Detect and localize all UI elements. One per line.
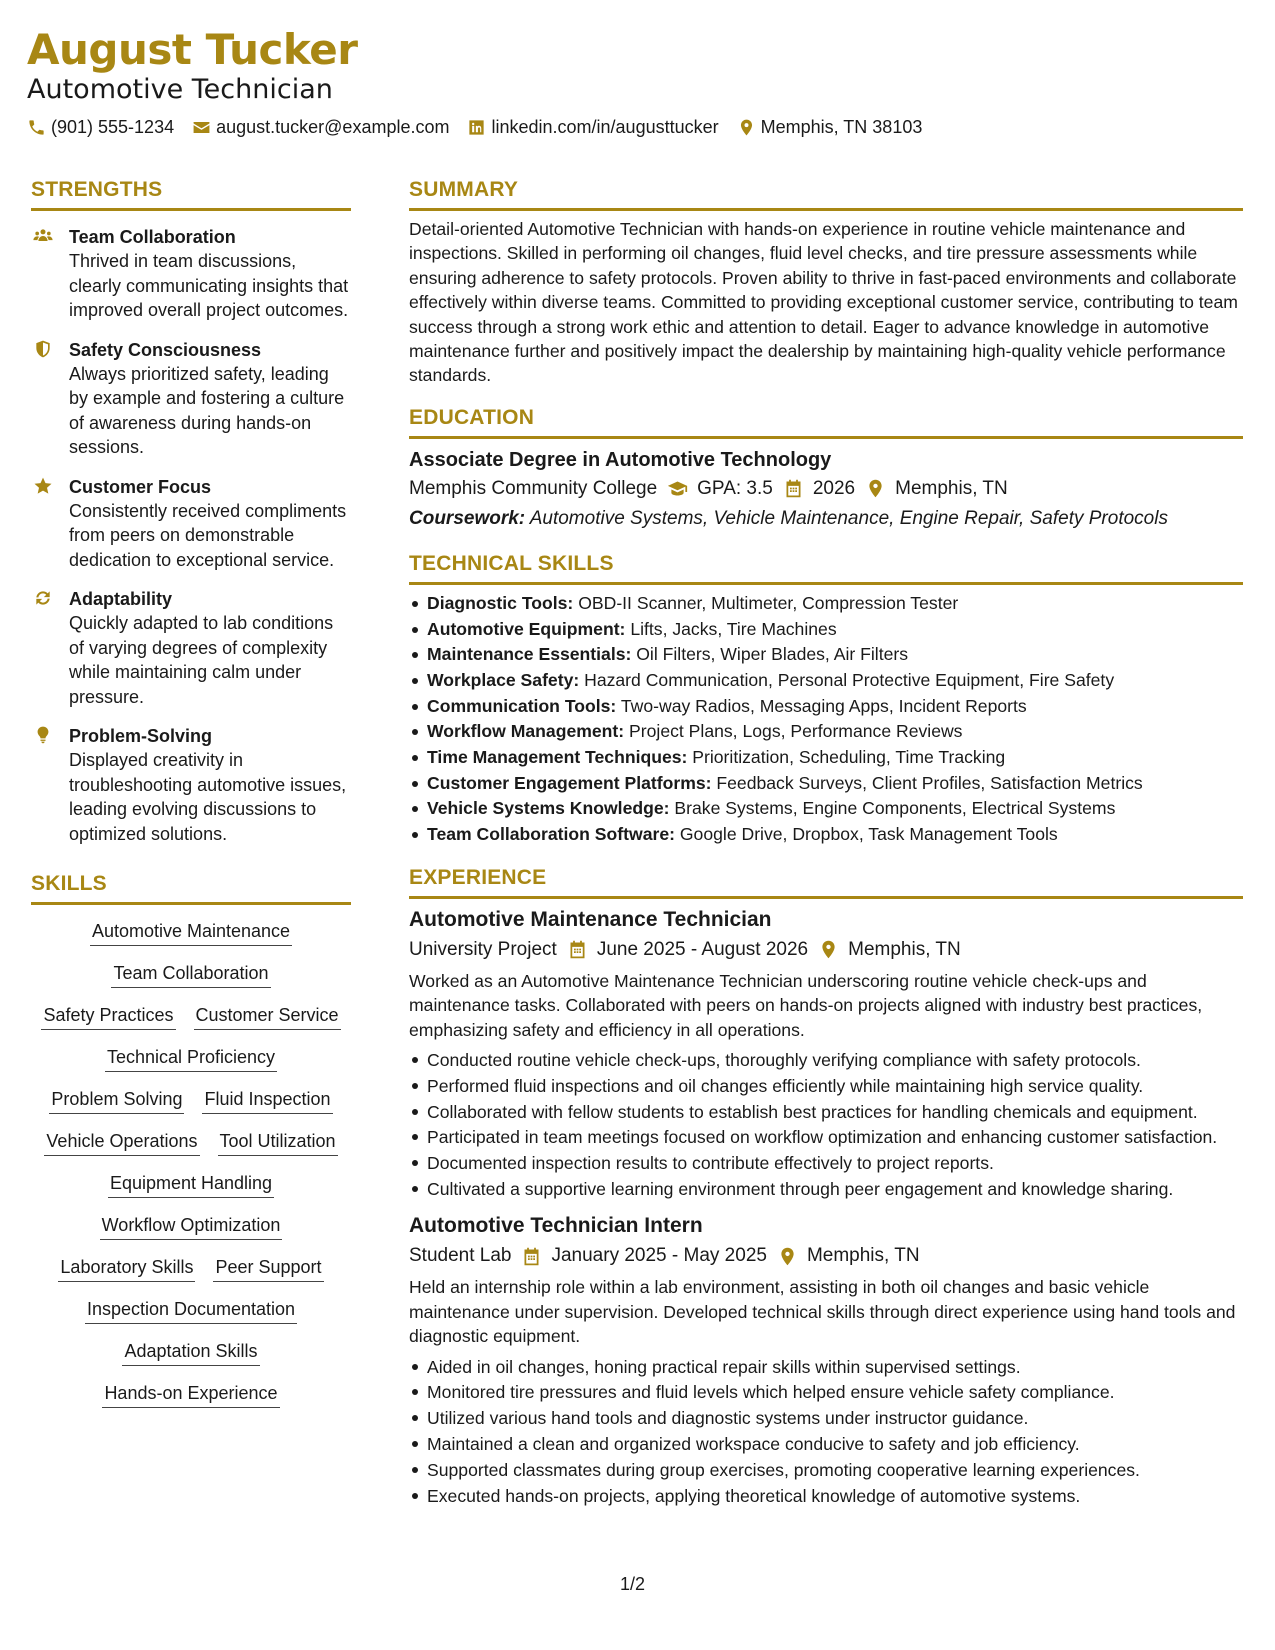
skill-category: Team Collaboration Software: — [427, 824, 675, 845]
education-meta — [409, 474, 1243, 504]
skill-tag: Hands-on Experience — [102, 1381, 279, 1408]
list-item — [409, 771, 1243, 797]
skill-category: Customer Engagement Platforms: — [427, 772, 712, 793]
strengths-list — [31, 225, 351, 846]
list-item — [409, 796, 1243, 822]
right-column — [409, 176, 1243, 1509]
skill-tag: Inspection Documentation — [85, 1297, 297, 1324]
skill-values: Project Plans, Logs, Performance Reviews — [629, 721, 963, 742]
calendar-icon — [521, 1246, 542, 1267]
job-location: Memphis, TN — [806, 1245, 920, 1267]
list-item — [409, 745, 1243, 771]
list-item: Utilized various hand tools and diagnostic systems under instructor guidance. — [409, 1406, 1243, 1430]
skill-values: Hazard Communication, Personal Protective Equipment, Fire Safety — [584, 669, 1115, 690]
education-heading: EDUCATION — [409, 404, 1243, 439]
skill-category: Vehicle Systems Knowledge: — [427, 798, 670, 819]
list-item — [409, 617, 1243, 643]
list-item: Cultivated a supportive learning environment through peer engagement and knowledge sharing. — [409, 1177, 1243, 1201]
strength-name: Safety Consciousness — [69, 339, 262, 360]
strengths-heading: STRENGTHS — [31, 176, 351, 211]
skill-values: Lifts, Jacks, Tire Machines — [630, 618, 837, 639]
list-item: Conducted routine vehicle check-ups, thoroughly verifying compliance with safety protocols. — [409, 1048, 1243, 1072]
skill-values: OBD-II Scanner, Multimeter, Compression Tester — [578, 592, 959, 613]
contact-linkedin[interactable] — [467, 117, 718, 138]
skill-tag: Peer Support — [213, 1255, 323, 1282]
experience-heading: EXPERIENCE — [409, 864, 1243, 899]
job-org: Student Lab — [409, 1245, 512, 1267]
graduation-year: 2026 — [812, 477, 856, 499]
skill-values: Brake Systems, Engine Components, Electrical Systems — [674, 798, 1116, 819]
job-meta — [409, 935, 1243, 965]
skill-category: Maintenance Essentials: — [427, 644, 632, 665]
job-entry — [409, 905, 1243, 1202]
list-item — [409, 668, 1243, 694]
skill-tag: Tool Utilization — [218, 1129, 338, 1156]
gpa-text: GPA: 3.5 — [697, 477, 773, 499]
graduation-cap-icon — [667, 478, 688, 499]
users-icon — [33, 226, 53, 246]
skill-category: Automotive Equipment: — [427, 618, 626, 639]
job-dates: June 2025 - August 2026 — [596, 938, 809, 960]
strength-item — [31, 587, 351, 709]
list-item: Aided in oil changes, honing practical repair skills within supervised settings. — [409, 1355, 1243, 1379]
strength-name: Problem-Solving — [69, 726, 213, 746]
list-item — [409, 719, 1243, 745]
list-item: Collaborated with fellow students to establish best practices for handling chemicals and equipment. — [409, 1100, 1243, 1124]
list-item: Supported classmates during group exercises, promoting cooperative learning experiences. — [409, 1458, 1243, 1482]
strength-desc: Quickly adapted to lab conditions of varying degrees of complexity while maintaining calm under pressure. — [69, 613, 334, 707]
job-bullets — [409, 1048, 1243, 1201]
coursework-label: Coursework: — [409, 507, 526, 529]
strength-desc: Always prioritized safety, leading by example and fostering a culture of awareness during hands-on sessions. — [69, 363, 345, 457]
list-item: Monitored tire pressures and fluid levels which helped ensure vehicle safety compliance. — [409, 1380, 1243, 1404]
skill-values: Oil Filters, Wiper Blades, Air Filters — [636, 644, 909, 665]
page-number: 1/2 — [620, 1574, 646, 1594]
skill-values: Two-way Radios, Messaging Apps, Incident Reports — [620, 695, 1027, 716]
linkedin-icon — [467, 118, 486, 137]
strength-item — [31, 338, 351, 460]
lightbulb-icon — [33, 725, 53, 745]
strength-name: Customer Focus — [69, 476, 212, 497]
sync-icon — [33, 588, 53, 608]
list-item — [409, 642, 1243, 668]
school-name: Memphis Community College — [409, 477, 658, 499]
list-item: Performed fluid inspections and oil changes efficiently while maintaining high service quality. — [409, 1074, 1243, 1098]
skill-tags — [31, 919, 351, 1408]
skill-category: Workplace Safety: — [427, 669, 580, 690]
skill-tag: Fluid Inspection — [202, 1087, 332, 1114]
star-icon — [33, 476, 53, 496]
skill-tag: Vehicle Operations — [44, 1129, 199, 1156]
skill-tag: Team Collaboration — [111, 961, 270, 988]
skill-values: Google Drive, Dropbox, Task Management Tools — [679, 824, 1058, 845]
candidate-name: August Tucker — [27, 25, 358, 74]
email-text: august.tucker@example.com — [216, 117, 450, 137]
summary-heading: SUMMARY — [409, 176, 1243, 211]
technical-skills-list — [409, 591, 1243, 848]
skill-tag: Safety Practices — [41, 1003, 175, 1030]
skill-category: Communication Tools: — [427, 695, 617, 716]
contact-bar — [27, 117, 1247, 138]
job-role: Automotive Technician Intern — [409, 1214, 703, 1238]
map-pin-icon — [865, 478, 886, 499]
left-column — [31, 176, 351, 1408]
strength-item — [31, 475, 351, 573]
phone-text: (901) 555-1234 — [51, 117, 175, 137]
map-pin-icon — [737, 118, 756, 137]
strength-desc: Displayed creativity in troubleshooting automotive issues, leading evolving discussions to optimized solutions. — [69, 750, 347, 844]
skill-tag: Automotive Maintenance — [90, 919, 292, 946]
linkedin-text: linkedin.com/in/augusttucker — [491, 117, 719, 137]
coursework — [409, 504, 1243, 534]
skill-category: Workflow Management: — [427, 721, 625, 742]
map-pin-icon — [818, 939, 839, 960]
job-description: Held an internship role within a lab environment, assisting in both oil changes and basic vehicle maintenance under supervision. Developed technical skills through direct experience using hand tools and diagnostic equipment. — [409, 1277, 1236, 1347]
phone-icon — [27, 118, 46, 137]
job-org: University Project — [409, 938, 557, 960]
skill-tag: Customer Service — [194, 1003, 341, 1030]
strength-item — [31, 225, 351, 323]
strength-desc: Consistently received compliments from peers on demonstrable dedication to exceptional service. — [69, 500, 347, 570]
envelope-icon — [192, 118, 211, 137]
strength-name: Adaptability — [69, 589, 173, 609]
skill-tag: Equipment Handling — [108, 1171, 274, 1198]
skills-heading: SKILLS — [31, 870, 351, 905]
contact-location — [737, 117, 923, 138]
calendar-icon — [783, 478, 804, 499]
job-bullets — [409, 1355, 1243, 1508]
job-description: Worked as an Automotive Maintenance Technician underscoring routine vehicle check-ups and maintenance tasks. Collaborated with peers on hands-on projects aligned with industry best practices, emphasizing safety and efficiency in all operations. — [409, 970, 1203, 1040]
candidate-title: Automotive Technician — [27, 74, 333, 105]
resume-header — [27, 24, 1247, 138]
shield-icon — [33, 339, 53, 359]
location-text: Memphis, TN 38103 — [760, 117, 923, 137]
list-item — [409, 591, 1243, 617]
skill-category: Diagnostic Tools: — [427, 592, 574, 613]
education-location: Memphis, TN — [895, 477, 1008, 499]
strength-name: Team Collaboration — [69, 227, 236, 247]
contact-email[interactable] — [192, 117, 449, 138]
skill-values: Prioritization, Scheduling, Time Tracking — [692, 747, 1006, 768]
map-pin-icon — [777, 1246, 798, 1267]
job-role: Automotive Maintenance Technician — [409, 907, 772, 931]
skill-tag: Problem Solving — [49, 1087, 184, 1114]
degree-title: Associate Degree in Automotive Technology — [409, 448, 832, 471]
strength-desc: Thrived in team discussions, clearly communicating insights that improved overall project outcomes. — [69, 251, 349, 320]
summary-text: Detail-oriented Automotive Technician with hands-on experience in routine vehicle maintenance and inspections. Skilled in performing oil changes, fluid level checks, and tire pressure assessments while ensuring adherence to safety protocols. Proven ability to thrive in fast-paced environments and collaborate effectively within diverse teams. Committed to providing exceptional customer service, contributing to team success through a strong work ethic and attention to detail. Eager to advance knowledge in automotive maintenance further and positively impact the dealership by maintaining high-quality vehicle performance standards. — [409, 219, 1238, 386]
job-dates: January 2025 - May 2025 — [551, 1245, 767, 1267]
job-location: Memphis, TN — [848, 938, 961, 960]
skill-tag: Adaptation Skills — [122, 1339, 259, 1366]
calendar-icon — [567, 939, 588, 960]
list-item: Documented inspection results to contribute effectively to project reports. — [409, 1151, 1243, 1175]
job-entry — [409, 1211, 1243, 1508]
skill-tag: Workflow Optimization — [100, 1213, 283, 1240]
list-item: Executed hands-on projects, applying theoretical knowledge of automotive systems. — [409, 1484, 1243, 1508]
list-item: Participated in team meetings focused on workflow optimization and enhancing customer satisfaction. — [409, 1125, 1243, 1149]
list-item — [409, 822, 1243, 848]
technical-skills-heading: TECHNICAL SKILLS — [409, 550, 1243, 585]
job-meta — [409, 1241, 1243, 1271]
list-item — [409, 694, 1243, 720]
skill-tag: Technical Proficiency — [105, 1045, 277, 1072]
contact-phone[interactable] — [27, 117, 174, 138]
skill-category: Time Management Techniques: — [427, 747, 688, 768]
list-item: Maintained a clean and organized workspace conducive to safety and job efficiency. — [409, 1432, 1243, 1456]
skill-values: Feedback Surveys, Client Profiles, Satisfaction Metrics — [716, 772, 1143, 793]
skill-tag: Laboratory Skills — [58, 1255, 195, 1282]
coursework-list: Automotive Systems, Vehicle Maintenance, Engine Repair, Safety Protocols — [529, 507, 1168, 529]
strength-item — [31, 724, 351, 846]
